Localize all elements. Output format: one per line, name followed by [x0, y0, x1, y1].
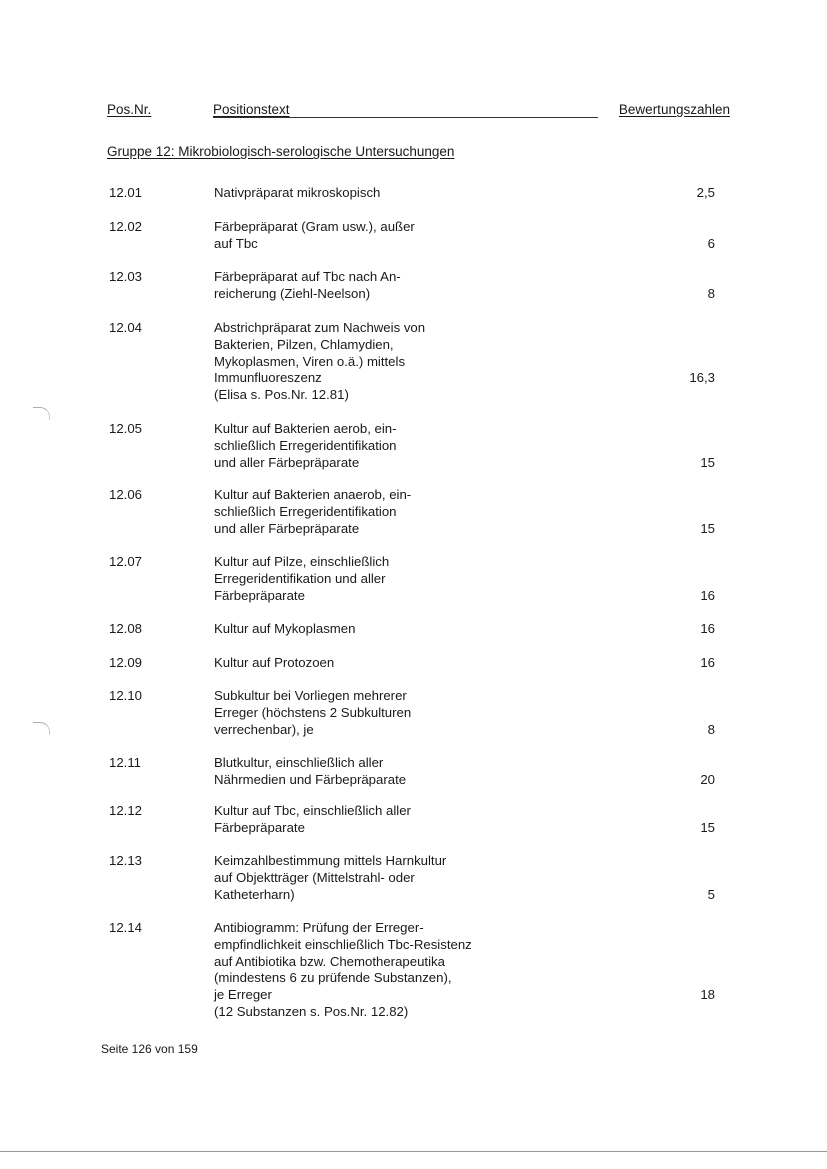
bewertungszahl: 16	[700, 655, 715, 670]
position-text-line: Kultur auf Pilze, einschließlich	[214, 554, 390, 569]
position-text-line: Kultur auf Tbc, einschließlich aller	[214, 803, 411, 818]
position-text-line: Nativpräparat mikroskopisch	[214, 185, 381, 200]
column-header-pos-nr: Pos.Nr.	[107, 102, 152, 117]
page-footer: Seite 126 von 159	[101, 1042, 198, 1056]
position-text-line: je Erreger	[214, 987, 272, 1003]
position-text-line: (Elisa s. Pos.Nr. 12.81)	[214, 387, 349, 403]
position-number: 12.06	[109, 487, 143, 502]
bewertungszahl: 16,3	[689, 370, 715, 386]
bewertungszahl: 18	[700, 987, 715, 1003]
position-text	[214, 320, 634, 404]
position-number: 12.11	[109, 755, 142, 770]
position-text-line: Kultur auf Protozoen	[214, 655, 335, 670]
position-number: 12.12	[109, 803, 143, 818]
position-text	[214, 421, 634, 471]
bewertungszahl: 15	[700, 819, 715, 835]
bewertungszahl: 2,5	[696, 185, 715, 200]
scan-hole-mark	[33, 407, 50, 420]
position-number: 12.10	[109, 688, 143, 703]
position-text-line: auf Objektträger (Mittelstrahl- oder	[214, 869, 415, 885]
position-text-line: Färbepräparat (Gram usw.), außer	[214, 219, 415, 234]
position-number: 12.04	[109, 320, 143, 335]
position-text-line: (12 Substanzen s. Pos.Nr. 12.82)	[214, 1003, 409, 1019]
scan-edge-line	[0, 1151, 827, 1152]
position-text-line: Färbepräparate	[214, 819, 305, 835]
position-number: 12.08	[109, 621, 143, 636]
group-title: Gruppe 12: Mikrobiologisch-serologische Untersuchungen	[107, 144, 455, 159]
position-text-line: Subkultur bei Vorliegen mehrerer	[214, 688, 407, 703]
position-text	[214, 755, 634, 789]
position-number: 12.09	[109, 655, 143, 670]
position-text-line: reicherung (Ziehl-Neelson)	[214, 285, 371, 301]
position-text-line: Blutkultur, einschließlich aller	[214, 755, 384, 770]
position-text-line: schließlich Erregeridentifikation	[214, 437, 397, 453]
scan-hole-mark	[33, 722, 50, 735]
header-underline	[213, 117, 598, 118]
position-text-line: (mindestens 6 zu prüfende Substanzen),	[214, 970, 452, 986]
position-text	[214, 554, 634, 604]
bewertungszahl: 6	[707, 235, 715, 251]
position-text-line: auf Tbc	[214, 235, 258, 251]
position-number: 12.03	[109, 269, 143, 284]
position-text	[214, 853, 634, 903]
position-text	[214, 688, 634, 738]
position-number: 12.14	[109, 920, 143, 935]
position-text-line: Erregeridentifikation und aller	[214, 570, 386, 586]
position-text-line: Katheterharn)	[214, 886, 295, 902]
position-text-line: Abstrichpräparat zum Nachweis von	[214, 320, 426, 335]
position-text-line: Immunfluoreszenz	[214, 370, 322, 386]
position-text	[214, 269, 634, 303]
position-text-line: Kultur auf Mykoplasmen	[214, 621, 356, 636]
position-text-line: auf Antibiotika bzw. Chemotherapeutika	[214, 953, 445, 969]
position-text-line: Antibiogramm: Prüfung der Erreger-	[214, 920, 424, 935]
position-number: 12.01	[109, 185, 143, 200]
bewertungszahl: 16	[700, 587, 715, 603]
position-text-line: Erreger (höchstens 2 Subkulturen	[214, 704, 412, 720]
position-text-line: Keimzahlbestimmung mittels Harnkultur	[214, 853, 447, 868]
position-number: 12.02	[109, 219, 143, 234]
position-text	[214, 185, 634, 202]
position-text-line: verrechenbar), je	[214, 721, 314, 737]
position-text-line: Bakterien, Pilzen, Chlamydien,	[214, 336, 394, 352]
bewertungszahl: 15	[700, 520, 715, 536]
position-text-line: Färbepräparate	[214, 587, 305, 603]
position-text-line: Nährmedien und Färbepräparate	[214, 771, 407, 787]
position-text	[214, 621, 634, 638]
position-text-line: Kultur auf Bakterien aerob, ein-	[214, 421, 397, 436]
bewertungszahl: 15	[700, 454, 715, 470]
position-number: 12.07	[109, 554, 143, 569]
position-text	[214, 655, 634, 672]
position-text-line: schließlich Erregeridentifikation	[214, 503, 397, 519]
position-text	[214, 219, 634, 253]
position-text-line: Mykoplasmen, Viren o.ä.) mittels	[214, 353, 406, 369]
position-text-line: empfindlichkeit einschließlich Tbc-Resistenz	[214, 936, 472, 952]
bewertungszahl: 8	[707, 285, 715, 301]
position-text	[214, 487, 634, 537]
position-number: 12.13	[109, 853, 143, 868]
bewertungszahl: 16	[700, 621, 715, 636]
position-text	[214, 920, 634, 1021]
position-text	[214, 803, 634, 837]
position-text-line: Färbepräparat auf Tbc nach An-	[214, 269, 401, 284]
column-header-bewertungszahlen: Bewertungszahlen	[618, 102, 730, 117]
position-text-line: Kultur auf Bakterien anaerob, ein-	[214, 487, 412, 502]
bewertungszahl: 8	[707, 721, 715, 737]
bewertungszahl: 20	[700, 771, 715, 787]
column-header-positionstext: Positionstext	[213, 102, 290, 117]
position-number: 12.05	[109, 421, 143, 436]
position-text-line: und aller Färbepräparate	[214, 454, 360, 470]
bewertungszahl: 5	[707, 886, 715, 902]
position-text-line: und aller Färbepräparate	[214, 520, 360, 536]
